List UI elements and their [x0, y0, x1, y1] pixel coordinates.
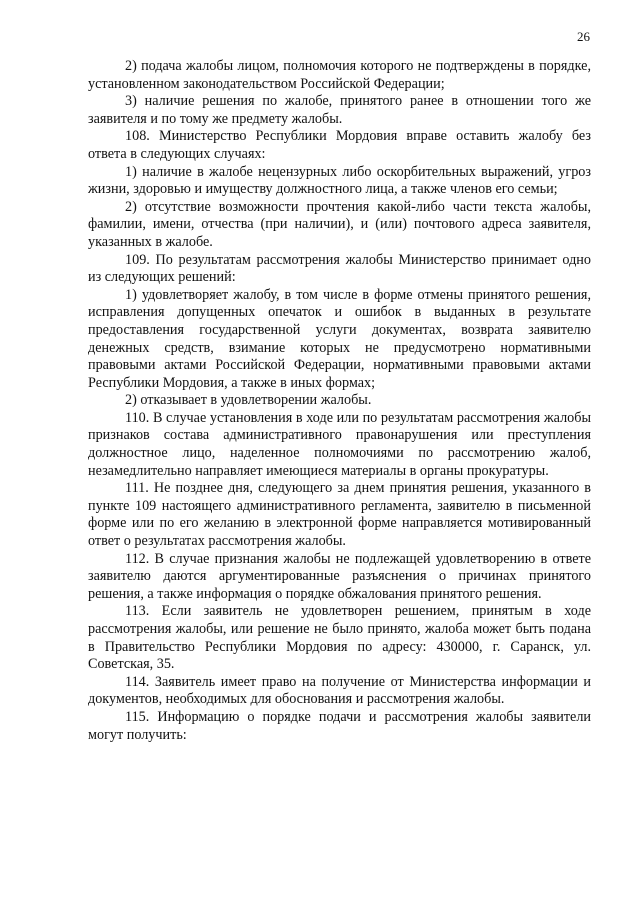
- page-number: 26: [577, 29, 590, 44]
- document-body: [88, 58, 591, 744]
- paragraph-110: 110. В случае установления в ходе или по результатам рассмотрения жалобы признаков состава административного правонарушения или преступления должностное лицо, наделенное полномочиями по рассмотрению жалоб, незамедлительно направляет имеющиеся материалы в органы прокуратуры.: [88, 409, 591, 479]
- paragraph-108-item-2: 2) отсутствие возможности прочтения какой-либо части текста жалобы, фамилии, имени, отчества (при наличии), и (или) почтового адреса заявителя, указанных в жалобе.: [88, 198, 591, 250]
- paragraph-item-3-prior-decision: 3) наличие решения по жалобе, принятого ранее в отношении того же заявителя и по тому же предмету жалобы.: [88, 93, 591, 127]
- paragraph-113: 113. Если заявитель не удовлетворен решением, принятым в ходе рассмотрения жалобы, или решение не было принято, жалоба может быть подана в Правительство Республики Мордовия по адресу: 430000, г. Саранск, ул. Советская, 35.: [88, 603, 591, 673]
- paragraph-115: 115. Информацию о порядке подачи и рассмотрения жалобы заявители могут получить:: [88, 708, 591, 743]
- paragraph-item-2-proxy: 2) подача жалобы лицом, полномочия которого не подтверждены в порядке, установленном законодательством Российской Федерации;: [88, 58, 591, 92]
- paragraph-109: 109. По результатам рассмотрения жалобы Министерство принимает одно из следующих решений:: [88, 251, 591, 286]
- paragraph-109-item-1: 1) удовлетворяет жалобу, в том числе в форме отмены принятого решения, исправления допущенных опечаток и ошибок в выданных в результате предоставления государственной услуги документах, возврата заявителю денежных средств, взимание которых не предусмотрено нормативными правовыми актами Российской Федерации, нормативными правовыми актами Республики Мордовия, а также в иных формах;: [88, 286, 591, 391]
- paragraph-109-item-2: 2) отказывает в удовлетворении жалобы.: [125, 392, 372, 409]
- paragraph-111: 111. Не позднее дня, следующего за днем принятия решения, указанного в пункте 109 настоящего административного регламента, заявителю в письменной форме или по его желанию в электронной форме направляется мотивированный ответ о результатах рассмотрения жалобы.: [88, 480, 591, 550]
- paragraph-108-item-1: 1) наличие в жалобе нецензурных либо оскорбительных выражений, угроз жизни, здоровью и имуществу должностного лица, а также членов его семьи;: [88, 163, 591, 198]
- paragraph-114: 114. Заявитель имеет право на получение от Министерства информации и документов, необходимых для обоснования и рассмотрения жалобы.: [88, 673, 591, 708]
- paragraph-108: 108. Министерство Республики Мордовия вправе оставить жалобу без ответа в следующих случаях:: [88, 128, 591, 162]
- paragraph-112: 112. В случае признания жалобы не подлежащей удовлетворению в ответе заявителю даются аргументированные разъяснения о причинах принятого решения, а также информация о порядке обжалования принятого решения.: [88, 550, 591, 602]
